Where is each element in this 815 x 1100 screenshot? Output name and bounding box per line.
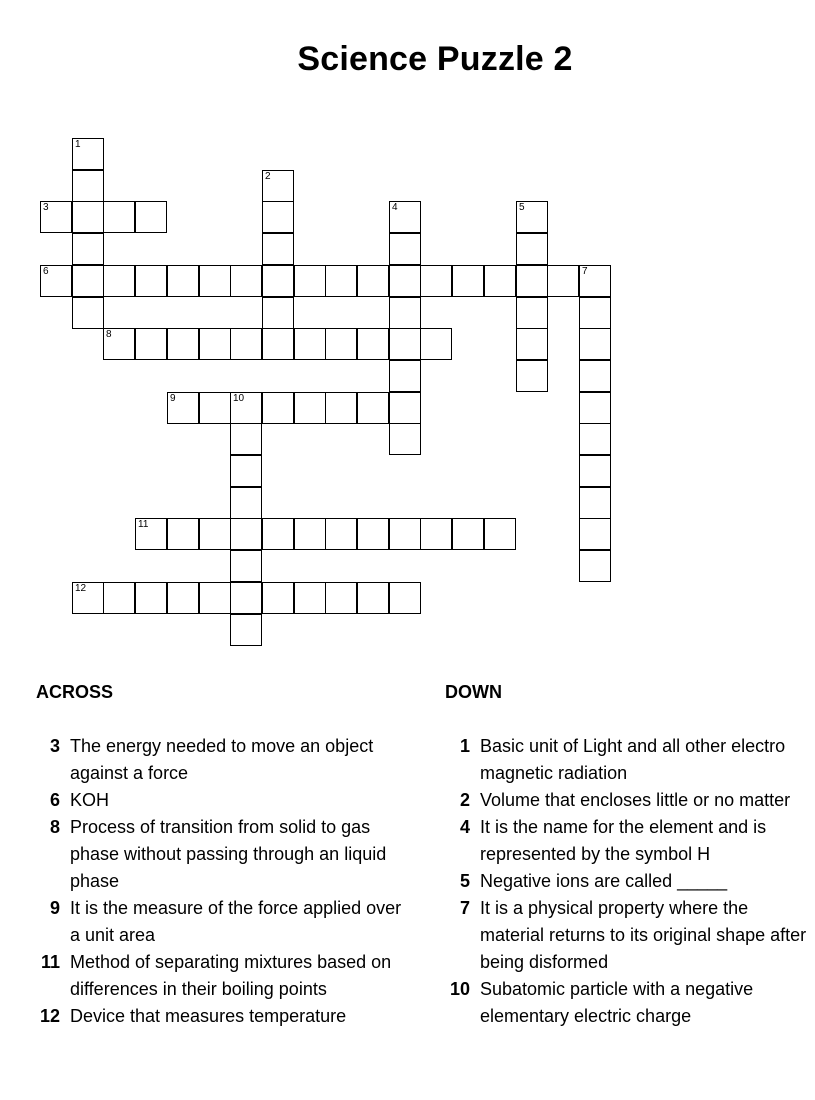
clue-text: Device that measures temperature bbox=[70, 1006, 347, 1026]
grid-cell[interactable] bbox=[103, 582, 135, 614]
grid-cell[interactable] bbox=[420, 328, 452, 360]
cell-number: 2 bbox=[265, 171, 271, 182]
grid-cell[interactable] bbox=[294, 265, 326, 297]
grid-cell[interactable] bbox=[262, 582, 294, 614]
cell-number: 8 bbox=[106, 329, 112, 340]
clue-number: 5 bbox=[459, 871, 470, 891]
clue-number: 6 bbox=[49, 790, 60, 810]
cell-number: 1 bbox=[75, 139, 81, 150]
grid-cell[interactable] bbox=[135, 328, 167, 360]
grid-cell[interactable] bbox=[294, 582, 326, 614]
grid-cell[interactable] bbox=[579, 455, 611, 487]
grid-cell[interactable] bbox=[262, 201, 294, 233]
grid-cell[interactable] bbox=[230, 550, 262, 582]
grid-cell[interactable] bbox=[230, 518, 262, 550]
grid-cell[interactable] bbox=[230, 614, 262, 646]
clue-number: 12 bbox=[39, 1006, 60, 1026]
clue-text: Volume that encloses little or no matter bbox=[480, 790, 791, 810]
grid-cell[interactable] bbox=[72, 233, 104, 265]
down-clue bbox=[440, 868, 810, 895]
grid-cell[interactable] bbox=[389, 423, 421, 455]
grid-cell[interactable] bbox=[357, 392, 389, 424]
cell-number: 10 bbox=[233, 393, 245, 404]
grid-cell[interactable] bbox=[389, 297, 421, 329]
across-clue bbox=[30, 949, 415, 1003]
grid-cell[interactable] bbox=[516, 265, 548, 297]
down-clue bbox=[440, 895, 810, 976]
grid-cell[interactable] bbox=[199, 328, 231, 360]
grid-cell[interactable] bbox=[262, 518, 294, 550]
grid-cell[interactable] bbox=[167, 265, 199, 297]
grid-cell[interactable] bbox=[262, 233, 294, 265]
grid-cell[interactable] bbox=[325, 582, 357, 614]
puzzle-title: Science Puzzle 2 bbox=[297, 40, 573, 78]
grid-cell[interactable] bbox=[389, 392, 421, 424]
grid-cell[interactable] bbox=[230, 455, 262, 487]
across-clue bbox=[30, 895, 415, 949]
grid-cell[interactable] bbox=[484, 518, 516, 550]
grid-cell[interactable] bbox=[357, 518, 389, 550]
grid-cell[interactable] bbox=[516, 297, 548, 329]
clue-text: It is the measure of the force applied over a unit area bbox=[70, 898, 402, 945]
cell-number: 12 bbox=[75, 583, 87, 594]
grid-cell[interactable] bbox=[167, 328, 199, 360]
grid-cell[interactable] bbox=[389, 233, 421, 265]
clue-number: 8 bbox=[49, 817, 60, 837]
grid-cell[interactable] bbox=[72, 201, 104, 233]
grid-cell[interactable] bbox=[294, 328, 326, 360]
grid-cell[interactable] bbox=[452, 518, 484, 550]
grid-cell[interactable] bbox=[420, 265, 452, 297]
grid-cell[interactable] bbox=[167, 518, 199, 550]
grid-cell[interactable] bbox=[579, 265, 611, 297]
grid-cell[interactable] bbox=[357, 328, 389, 360]
grid-cell[interactable] bbox=[579, 328, 611, 360]
clue-number: 2 bbox=[459, 790, 470, 810]
grid-cell[interactable] bbox=[579, 360, 611, 392]
grid-cell[interactable] bbox=[103, 201, 135, 233]
across-clue bbox=[30, 733, 415, 787]
grid-cell[interactable] bbox=[389, 360, 421, 392]
grid-cell[interactable] bbox=[325, 518, 357, 550]
cell-number: 3 bbox=[43, 202, 49, 213]
clue-number: 11 bbox=[40, 952, 60, 972]
grid-cell[interactable] bbox=[516, 328, 548, 360]
grid-cell[interactable] bbox=[579, 297, 611, 329]
clue-text: Method of separating mixtures based on differences in their boiling points bbox=[70, 952, 392, 999]
clue-number: 10 bbox=[449, 979, 470, 999]
grid-cell[interactable] bbox=[199, 265, 231, 297]
grid-cell[interactable] bbox=[452, 265, 484, 297]
clue-number: 1 bbox=[459, 736, 470, 756]
grid-cell[interactable] bbox=[389, 582, 421, 614]
grid-cell[interactable] bbox=[547, 265, 579, 297]
grid-cell[interactable] bbox=[230, 487, 262, 519]
clue-text: Negative ions are called _____ bbox=[480, 871, 728, 891]
down-clue bbox=[440, 976, 810, 1030]
grid-cell[interactable] bbox=[389, 265, 421, 297]
grid-cell[interactable] bbox=[72, 297, 104, 329]
clue-text: The energy needed to move an object against a force bbox=[70, 736, 374, 783]
grid-cell[interactable] bbox=[389, 518, 421, 550]
grid-cell[interactable] bbox=[389, 328, 421, 360]
across-heading: ACROSS bbox=[36, 682, 114, 702]
grid-cell[interactable] bbox=[103, 265, 135, 297]
cell-number: 5 bbox=[519, 202, 525, 213]
clue-number: 3 bbox=[49, 736, 60, 756]
grid-cell[interactable] bbox=[579, 487, 611, 519]
cell-number: 9 bbox=[170, 393, 176, 404]
across-clue bbox=[30, 1003, 415, 1030]
grid-cell[interactable] bbox=[135, 265, 167, 297]
across-clue-list bbox=[30, 733, 415, 1030]
clue-text: KOH bbox=[70, 790, 110, 810]
grid-cell[interactable] bbox=[135, 518, 167, 550]
grid-cell[interactable] bbox=[579, 423, 611, 455]
down-clue bbox=[440, 733, 810, 787]
grid-cell[interactable] bbox=[262, 392, 294, 424]
cell-number: 7 bbox=[582, 266, 588, 277]
grid-cell[interactable] bbox=[199, 392, 231, 424]
across-clue bbox=[30, 814, 415, 895]
grid-cell[interactable] bbox=[72, 582, 104, 614]
clue-text: It is a physical property where the material returns to its original shape after being disformed bbox=[480, 898, 807, 972]
grid-cell[interactable] bbox=[230, 423, 262, 455]
grid-cell[interactable] bbox=[294, 518, 326, 550]
grid-cell[interactable] bbox=[40, 265, 72, 297]
grid-cell[interactable] bbox=[325, 392, 357, 424]
grid-cell[interactable] bbox=[72, 138, 104, 170]
clue-text: Subatomic particle with a negative elementary electric charge bbox=[480, 979, 754, 1026]
clue-number: 9 bbox=[49, 898, 60, 918]
grid-cell[interactable] bbox=[230, 392, 262, 424]
down-heading: DOWN bbox=[445, 682, 502, 702]
grid-cell[interactable] bbox=[579, 392, 611, 424]
grid-cell[interactable] bbox=[294, 392, 326, 424]
grid-cell[interactable] bbox=[199, 582, 231, 614]
grid-cell[interactable] bbox=[262, 297, 294, 329]
grid-cell[interactable] bbox=[262, 328, 294, 360]
across-clue bbox=[30, 787, 415, 814]
grid-cell[interactable] bbox=[230, 265, 262, 297]
grid-cell[interactable] bbox=[389, 201, 421, 233]
clue-text: Process of transition from solid to gas phase without passing through an liquid phase bbox=[70, 817, 387, 891]
clue-text: Basic unit of Light and all other electro magnetic radiation bbox=[480, 736, 786, 783]
grid-cell[interactable] bbox=[325, 328, 357, 360]
grid-cell[interactable] bbox=[199, 518, 231, 550]
down-clue-list bbox=[440, 733, 810, 1030]
clue-number: 4 bbox=[459, 817, 470, 837]
grid-cell[interactable] bbox=[40, 201, 72, 233]
cell-number: 6 bbox=[43, 266, 49, 277]
grid-cell[interactable] bbox=[420, 518, 452, 550]
grid-cell[interactable] bbox=[357, 265, 389, 297]
clue-text: It is the name for the element and is represented by the symbol H bbox=[480, 817, 767, 864]
grid-cell[interactable] bbox=[103, 328, 135, 360]
grid-cell[interactable] bbox=[72, 170, 104, 202]
grid-cell[interactable] bbox=[484, 265, 516, 297]
grid-cell[interactable] bbox=[167, 392, 199, 424]
grid-cell[interactable] bbox=[516, 201, 548, 233]
grid-cell[interactable] bbox=[357, 582, 389, 614]
grid-cell[interactable] bbox=[262, 170, 294, 202]
cell-number: 11 bbox=[138, 519, 149, 530]
grid-cell[interactable] bbox=[167, 582, 199, 614]
down-clue bbox=[440, 814, 810, 868]
grid-cell[interactable] bbox=[135, 201, 167, 233]
grid-cell[interactable] bbox=[72, 265, 104, 297]
down-clue bbox=[440, 787, 810, 814]
grid-cell[interactable] bbox=[516, 233, 548, 265]
grid-cell[interactable] bbox=[135, 582, 167, 614]
clue-number: 7 bbox=[459, 898, 470, 918]
grid-cell[interactable] bbox=[579, 518, 611, 550]
grid-cell[interactable] bbox=[579, 550, 611, 582]
grid-cell[interactable] bbox=[230, 328, 262, 360]
grid-cell[interactable] bbox=[262, 265, 294, 297]
grid-cell[interactable] bbox=[325, 265, 357, 297]
cell-number: 4 bbox=[392, 202, 398, 213]
grid-cell[interactable] bbox=[230, 582, 262, 614]
grid-cell[interactable] bbox=[516, 360, 548, 392]
